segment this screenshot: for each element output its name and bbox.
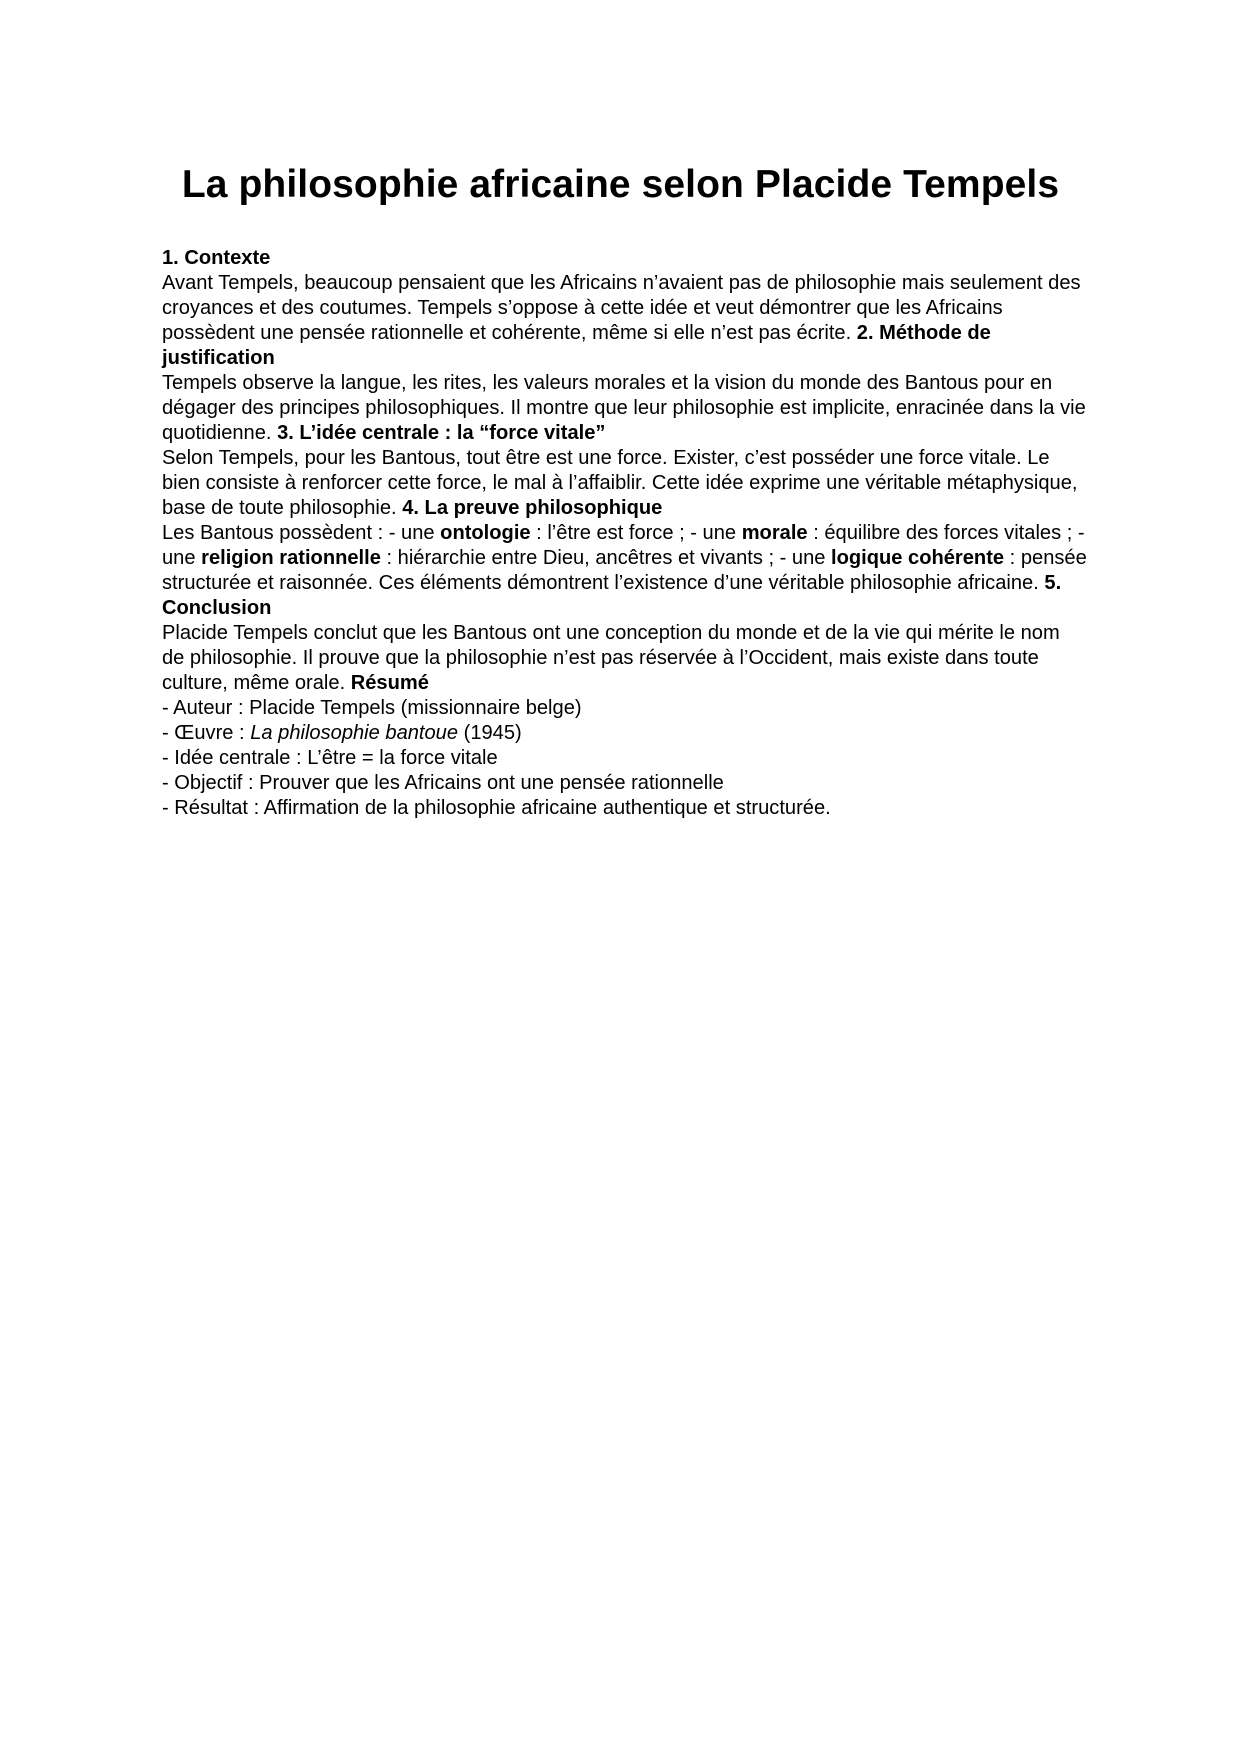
section-heading-preuve: 4. La preuve philosophique [402,497,663,519]
section-heading-resume: Résumé [350,672,429,694]
section-heading-conclusion: 5. Conclusion [162,572,1062,619]
term-religion-rationnelle: religion rationnelle [201,547,381,569]
resume-item-oeuvre-prefix: - Œuvre : [162,722,245,744]
resume-item-auteur: - Auteur : Placide Tempels (missionnaire belge) [162,697,582,719]
document-body [162,246,1087,821]
document-title: La philosophie africaine selon Placide Tempels [181,163,1060,206]
section-text-methode: Tempels observe la langue, les rites, les valeurs morales et la vision du monde des Bantous pour en dégager des principes philosophiques. Il montre que leur philosophie est implicite, enracinée dans la vie quotidienne. [162,372,1086,444]
section-heading-contexte: 1. Contexte [162,247,271,269]
term-morale: morale [741,522,808,544]
section-text-preuve-part-4: : hiérarchie entre Dieu, ancêtres et vivants ; - une [386,547,826,569]
term-ontologie: ontologie [440,522,531,544]
resume-item-oeuvre-title: La philosophie bantoue [250,722,459,744]
section-heading-methode: 2. Méthode de justification [162,322,991,369]
section-text-preuve-part-1: Les Bantous possèdent : - une [162,522,435,544]
section-text-conclusion: Placide Tempels conclut que les Bantous ont une conception du monde et de la vie qui mérite le nom de philosophie. Il prouve que la philosophie n’est pas réservée à l’Occident, mais existe dans toute culture, même orale. [162,622,1060,694]
section-text-preuve-part-5: : pensée structurée et raisonnée. Ces éléments démontrent l’existence d’une véritable philosophie africaine. [162,547,1087,594]
resume-item-oeuvre-year: (1945) [463,722,522,744]
section-text-contexte: Avant Tempels, beaucoup pensaient que les Africains n’avaient pas de philosophie mais seulement des croyances et des coutumes. Tempels s’oppose à cette idée et veut démontrer que les Africains possèdent une pensée rationnelle et cohérente, même si elle n’est pas écrite. [162,272,1081,344]
resume-item-resultat: - Résultat : Affirmation de la philosophie africaine authentique et structurée. [162,797,831,819]
section-text-idee-centrale: Selon Tempels, pour les Bantous, tout être est une force. Exister, c’est posséder une force vitale. Le bien consiste à renforcer cette force, le mal à l’affaiblir. Cette idée exprime une véritable métaphysique, base de toute philosophie. [162,447,1078,519]
section-heading-idee-centrale: 3. L’idée centrale : la “force vitale” [277,422,606,444]
section-text-preuve-part-2: : l’être est force ; - une [536,522,737,544]
section-text-preuve-part-3: : équilibre des forces vitales ; - une [162,522,1085,569]
resume-item-objectif: - Objectif : Prouver que les Africains ont une pensée rationnelle [162,772,724,794]
term-logique-coherente: logique cohérente [831,547,1005,569]
resume-item-idee-centrale: - Idée centrale : L’être = la force vitale [162,747,498,769]
